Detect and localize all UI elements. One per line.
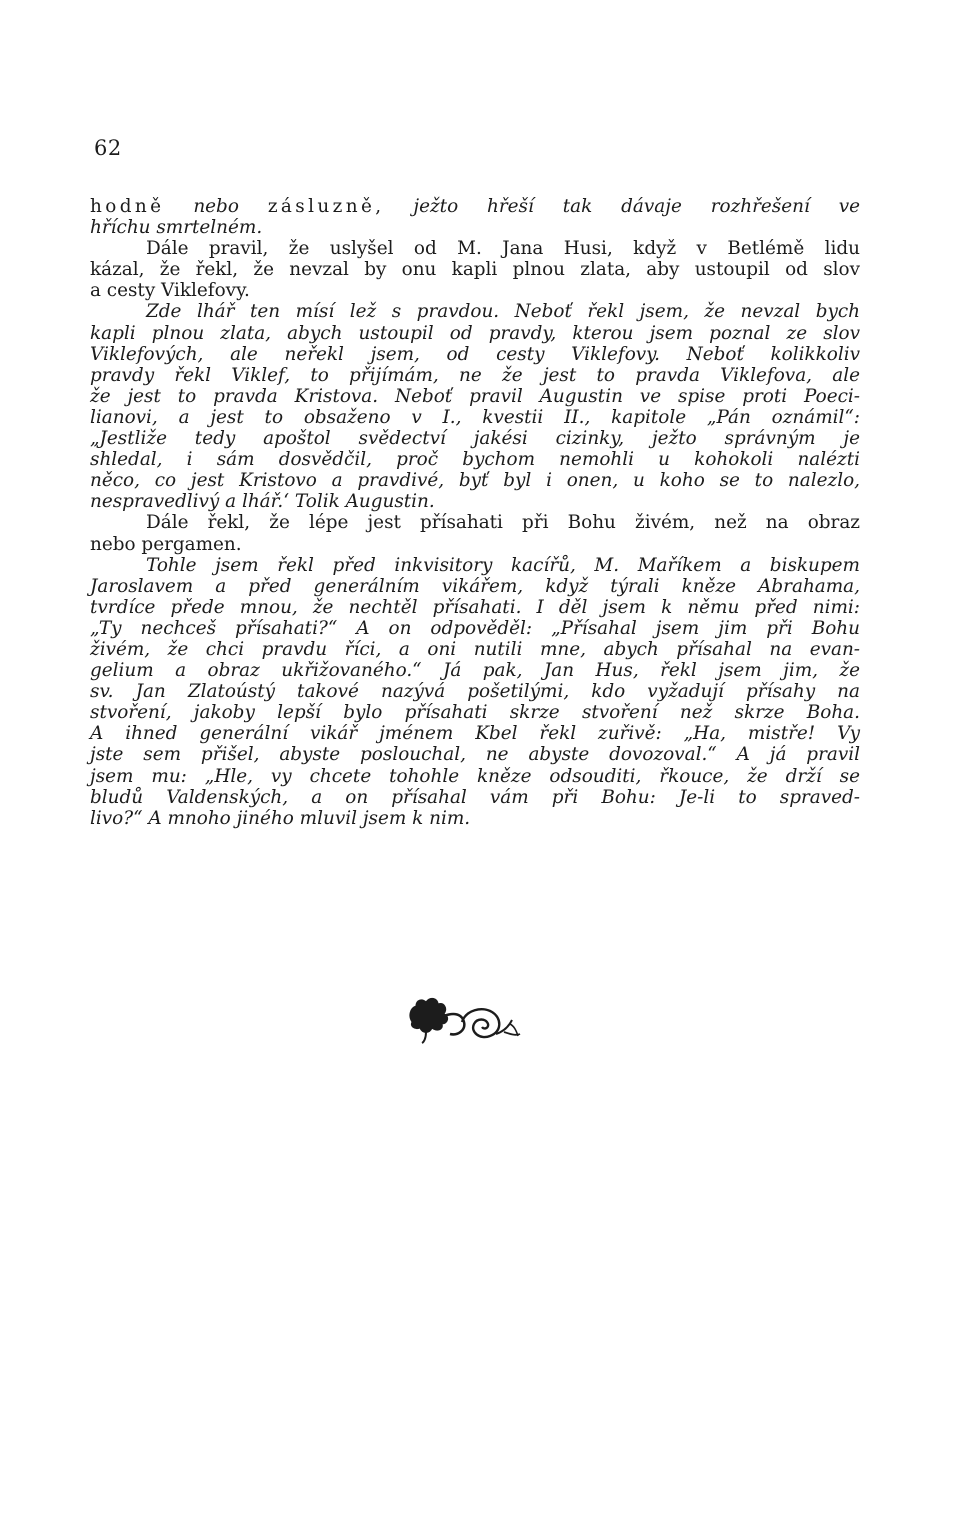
- text-line: [90, 766, 860, 787]
- text-line: [90, 323, 860, 344]
- text-run: tvrdíce přede mnou, že nechtěl přísahati. I děl jsem k němu před nimi:: [90, 596, 860, 618]
- text-run: „Ty nechceš přísahati?“ A on odpověděl: „Přísahal jsem jim při Bohu: [90, 617, 860, 639]
- text-line: [90, 723, 860, 744]
- text-line: [90, 534, 860, 555]
- text-run: Dále řekl, že lépe jest přísahati při Bohu živém, než na obraz: [146, 512, 860, 534]
- text-run: [239, 196, 268, 217]
- text-run: hříchu smrtelném.: [90, 217, 263, 239]
- text-line: [90, 365, 860, 386]
- text-line: [90, 787, 860, 808]
- text-line: [90, 618, 860, 639]
- text-line: [90, 386, 860, 407]
- text-run: lianovi, a jest to obsaženo v I., kvestii II., kapitole „Pán oznámil“:: [90, 406, 860, 428]
- text-run: sv. Jan Zlatoústý takové nazývá pošetilými, kdo vyžadují přísahy na: [90, 681, 860, 703]
- text-line: [90, 660, 860, 681]
- text-line: [90, 407, 860, 428]
- text-line: [90, 576, 860, 597]
- text-run: něco, co jest Kristovo a pravdivé, byť byl i onen, u koho se to nalezlo,: [90, 470, 860, 492]
- page-number: 62: [94, 136, 122, 160]
- text-line: [90, 744, 860, 765]
- text-run: Jaroslavem a před generálním vikářem, když týrali kněze Abrahama,: [90, 575, 860, 597]
- text-run: Tohle jsem řekl před inkvisitory kacířů, M. Maříkem a biskupem: [146, 554, 860, 576]
- text-run: Zde lhář ten mísí lež s pravdou. Neboť řekl jsem, že nevzal bych: [146, 301, 860, 323]
- text-run: [385, 196, 414, 217]
- text-line: [90, 512, 860, 533]
- text-run: nebo: [193, 196, 239, 217]
- text-line: [90, 301, 860, 322]
- body-text: [90, 196, 860, 829]
- text-run: nebo pergamen.: [90, 533, 242, 555]
- text-line: [90, 449, 860, 470]
- text-line: [90, 597, 860, 618]
- text-line: [90, 217, 860, 238]
- text-run: pravdy řekl Viklef, to přijímám, ne že jest to pravda Viklefova, ale: [90, 364, 860, 386]
- text-run: shledal, i sám dosvědčil, proč bychom nemohli u kohokoli nalézti: [90, 449, 860, 471]
- text-run: ježto hřeší tak dávaje rozhřešení ve: [413, 196, 861, 217]
- text-line: [90, 702, 860, 723]
- text-run: hodně: [90, 196, 165, 217]
- text-run: „Jestliže tedy apoštol svědectví jakési cizinky, ježto správným je: [90, 428, 860, 450]
- text-line: [90, 639, 860, 660]
- vine-leaf-scroll-ornament-icon: [404, 992, 522, 1044]
- text-run: kázal, že řekl, že nevzal by onu kapli plnou zlata, aby ustoupil od slov: [90, 259, 860, 281]
- text-run: živém, že chci pravdu říci, a oni nutili mne, abych přísahal na evan-: [90, 638, 860, 660]
- text-run: jste sem přišel, abyste poslouchal, ne abyste dovozoval.“ A já pravil: [90, 744, 860, 766]
- text-line: [90, 196, 860, 217]
- text-run: [164, 196, 193, 217]
- text-line: [90, 238, 860, 259]
- text-run: že jest to pravda Kristova. Neboť pravil Augustin ve spise proti Poeci-: [90, 385, 860, 407]
- text-line: [90, 344, 860, 365]
- text-run: Dále pravil, že uslyšel od M. Jana Husi, když v Betlémě lidu: [146, 238, 860, 260]
- text-line: [90, 259, 860, 280]
- text-run: bludů Valdenských, a on přísahal vám při Bohu: Je-li to spraved-: [90, 786, 860, 808]
- text-run: a cesty Viklefovy.: [90, 280, 250, 302]
- text-run: livo?“ A mnoho jiného mluvil jsem k nim.: [90, 807, 471, 829]
- text-run: gelium a obraz ukřižovaného.“ Já pak, Jan Hus, řekl jsem jim, že: [90, 660, 860, 682]
- text-run: Viklefových, ale neřekl jsem, od cesty Viklefovy. Neboť kolikkoliv: [90, 343, 860, 365]
- text-line: [90, 808, 860, 829]
- text-run: kapli plnou zlata, abych ustoupil od pravdy, kterou jsem poznal ze slov: [90, 322, 860, 344]
- text-line: [90, 280, 860, 301]
- text-run: jsem mu: „Hle, vy chcete tohohle kněze odsouditi, řkouce, že drží se: [90, 765, 860, 787]
- text-line: [90, 555, 860, 576]
- text-line: [90, 470, 860, 491]
- text-line: [90, 681, 860, 702]
- text-run: zásluzně,: [267, 196, 385, 217]
- text-line: [90, 428, 860, 449]
- text-line: [90, 491, 860, 512]
- text-run: nespravedlivý a lhář.‘ Tolik Augustin.: [90, 491, 435, 513]
- text-run: A ihned generální vikář jménem Kbel řekl zuřivě: „Ha, mistře! Vy: [90, 723, 860, 745]
- text-run: stvoření, jakoby lepší bylo přísahati skrze stvoření než skrze Boha.: [90, 702, 860, 724]
